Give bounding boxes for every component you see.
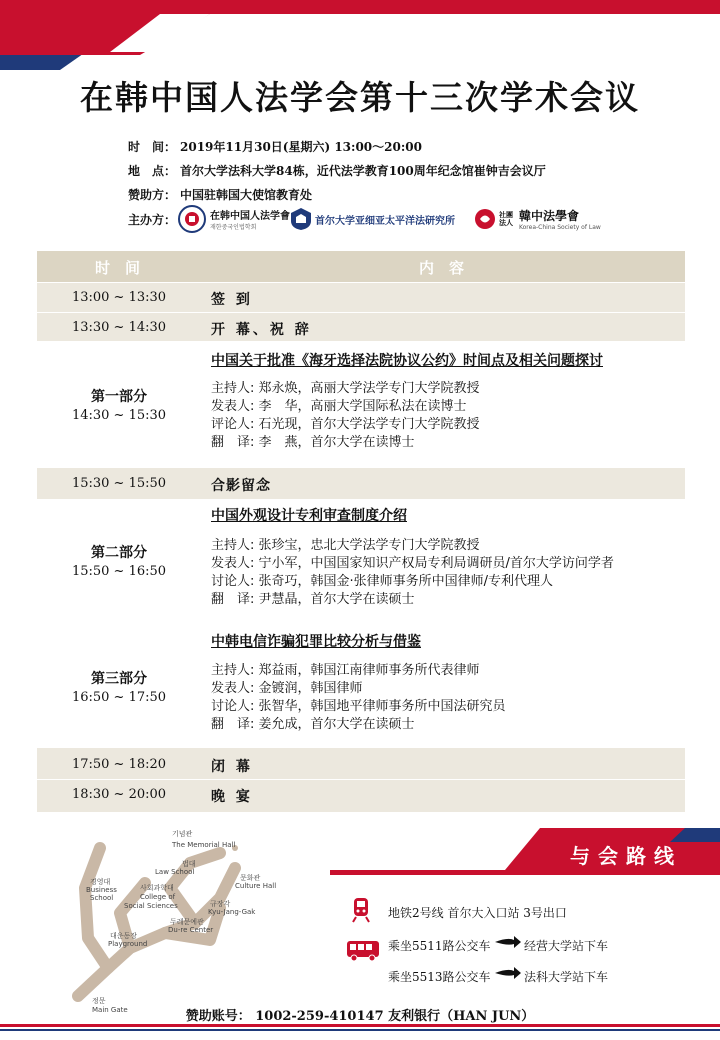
map-label: 기념관 bbox=[172, 830, 193, 838]
map-label: Social Sciences bbox=[124, 902, 178, 910]
map-label: 정문 bbox=[92, 997, 106, 1005]
campus-map bbox=[60, 828, 310, 1018]
info-place bbox=[128, 162, 546, 179]
logo3-sub: Korea-China Society of Law bbox=[519, 224, 601, 231]
logo-korea-chinese-law-society bbox=[178, 204, 290, 234]
map-label: 사회과학대 bbox=[140, 884, 174, 892]
part3-host: 主持人: 郑益雨，韩国江南律师事务所代表律师 bbox=[211, 663, 480, 678]
schedule-item: 签 到 bbox=[211, 292, 253, 308]
donation-account: 赞助账号： 1002-259-410147 友利银行（HAN JUN） bbox=[185, 1009, 535, 1024]
schedule-header bbox=[37, 251, 685, 282]
schedule-item: 闭 幕 bbox=[211, 759, 253, 775]
route-title: 与会路线 bbox=[570, 844, 682, 868]
map-label: 두레문예관 bbox=[170, 918, 204, 926]
arrow-right-icon bbox=[494, 935, 522, 949]
time-value: 2019年11月30日(星期六) 13:00～20:00 bbox=[180, 140, 422, 154]
university-emblem-icon bbox=[290, 207, 312, 231]
map-label: Main Gate bbox=[92, 1006, 128, 1014]
schedule-time: 15:30 ~ 15:50 bbox=[71, 476, 167, 491]
col-time-header: 时 间 bbox=[95, 259, 141, 277]
logo3-mark: 社團法人 bbox=[499, 211, 513, 227]
society-emblem-icon bbox=[474, 208, 496, 230]
map-label: Culture Hall bbox=[235, 882, 277, 890]
part1-translator: 翻 译: 李 燕，首尔大学在读博士 bbox=[211, 435, 415, 450]
info-host bbox=[128, 211, 180, 228]
part2-presenter: 发表人: 宁小军，中国国家知识产权局专利局调研员/首尔大学访问学者 bbox=[211, 556, 614, 571]
part1-presenter: 发表人: 李 华，高丽大学国际私法在读博士 bbox=[211, 399, 467, 414]
part3-topic: 中韩电信诈骗犯罪比较分析与借鉴 bbox=[211, 634, 421, 650]
schedule-item: 开 幕、祝 辞 bbox=[211, 322, 312, 338]
logo1-name: 在韩中国人法学會 bbox=[210, 211, 290, 222]
row-divider bbox=[37, 312, 685, 313]
map-label: College of bbox=[140, 893, 176, 901]
part1-host: 主持人: 郑永焕，高丽大学法学专门大学院教授 bbox=[211, 381, 480, 396]
part3-presenter: 发表人: 金镀润，韩国律师 bbox=[211, 681, 363, 696]
route-bus1: 乘坐5511路公交车 bbox=[388, 939, 491, 953]
sponsor-label: 赞助方： bbox=[128, 188, 177, 202]
part2-translator: 翻 译: 尹慧晶，首尔大学在读硕士 bbox=[211, 592, 415, 607]
map-label: 대운동장 bbox=[110, 932, 138, 940]
bottom-navy-line bbox=[0, 1029, 720, 1031]
arrow-right-icon bbox=[494, 966, 522, 980]
part3-people bbox=[211, 662, 506, 734]
route-bus2-stop: 法科大学站下车 bbox=[524, 970, 609, 984]
map-label: Law School bbox=[155, 868, 195, 876]
part2-name: 第二部分 bbox=[91, 545, 147, 561]
map-label: The Memorial Hall bbox=[172, 841, 236, 849]
map-label: 법대 bbox=[182, 860, 196, 868]
page-title: 在韩中国人法学会第十三次学术会议 bbox=[80, 78, 640, 117]
part1-people bbox=[211, 380, 480, 452]
logo-snu-asia-pacific-law-institute bbox=[290, 204, 455, 234]
subway-icon bbox=[352, 897, 370, 923]
schedule-time: 18:30 ~ 20:00 bbox=[71, 787, 167, 802]
schedule-time: 13:30 ~ 14:30 bbox=[71, 320, 167, 335]
part3-time: 16:50 ~ 17:50 bbox=[71, 690, 167, 705]
bottom-red-line bbox=[0, 1024, 720, 1027]
schedule-time: 17:50 ~ 18:20 bbox=[71, 757, 167, 772]
host-label: 主办方： bbox=[128, 213, 177, 227]
map-label: 문화관 bbox=[240, 874, 261, 882]
row-divider bbox=[37, 779, 685, 780]
logo1-sub: 재한중국인법학회 bbox=[210, 224, 257, 231]
part2-topic: 中国外观设计专利审查制度介绍 bbox=[211, 508, 407, 524]
route-bus1-stop: 经营大学站下车 bbox=[524, 939, 609, 953]
part2-discussant: 讨论人: 张奇巧，韩国金·张律师事务所中国律师/专利代理人 bbox=[211, 574, 554, 589]
map-label: 규장각 bbox=[210, 900, 231, 908]
bus-icon bbox=[346, 940, 380, 962]
part2-time: 15:50 ~ 16:50 bbox=[71, 564, 167, 579]
info-time bbox=[128, 138, 422, 155]
schedule-item: 合影留念 bbox=[211, 478, 271, 494]
part1-time: 14:30 ~ 15:30 bbox=[71, 408, 167, 423]
part1-commentator: 评论人: 石光现，首尔大学法学专门大学院教授 bbox=[211, 417, 480, 432]
route-bus2: 乘坐5513路公交车 bbox=[388, 970, 491, 984]
map-label: Du-re Center bbox=[168, 926, 214, 934]
map-label: Playground bbox=[108, 940, 148, 948]
logo2-name: 首尔大学亚细亚太平洋法研究所 bbox=[315, 215, 455, 227]
part3-name: 第三部分 bbox=[91, 671, 147, 687]
map-label: Kyu-Jang-Gak bbox=[208, 908, 256, 916]
time-label: 时 间： bbox=[128, 140, 177, 154]
part3-translator: 翻 译: 姜允成，首尔大学在读硕士 bbox=[211, 717, 415, 732]
map-label: 경영대 bbox=[90, 878, 111, 886]
top-decorative-band bbox=[0, 0, 720, 80]
part2-people bbox=[211, 537, 614, 609]
schedule-item: 晚 宴 bbox=[211, 789, 253, 805]
place-label: 地 点： bbox=[128, 164, 177, 178]
logo-korea-china-society-of-law bbox=[474, 204, 601, 234]
place-value: 首尔大学法科大学84栋，近代法学教育100周年纪念馆崔钟吉会议厅 bbox=[180, 164, 546, 178]
part1-topic: 中国关于批准《海牙选择法院协议公约》时间点及相关问题探讨 bbox=[211, 353, 603, 369]
map-label: Business bbox=[86, 886, 117, 894]
route-subway: 地铁2号线 首尔大入口站 3号出口 bbox=[388, 906, 567, 920]
logo3-name: 韓中法學會 bbox=[519, 209, 580, 223]
part2-host: 主持人: 张珍宝，忠北大学法学专门大学院教授 bbox=[211, 538, 480, 553]
col-content-header: 内 容 bbox=[419, 259, 465, 277]
schedule-time: 13:00 ~ 13:30 bbox=[71, 290, 167, 305]
seal-icon bbox=[178, 205, 206, 233]
part1-name: 第一部分 bbox=[91, 389, 147, 405]
map-label: School bbox=[90, 894, 114, 902]
part3-discussant: 讨论人: 张智华，韩国地平律师事务所中国法研究员 bbox=[211, 699, 506, 714]
info-sponsor bbox=[128, 186, 312, 203]
sponsor-value: 中国驻韩国大使馆教育处 bbox=[180, 188, 313, 202]
host-logos bbox=[178, 204, 601, 234]
